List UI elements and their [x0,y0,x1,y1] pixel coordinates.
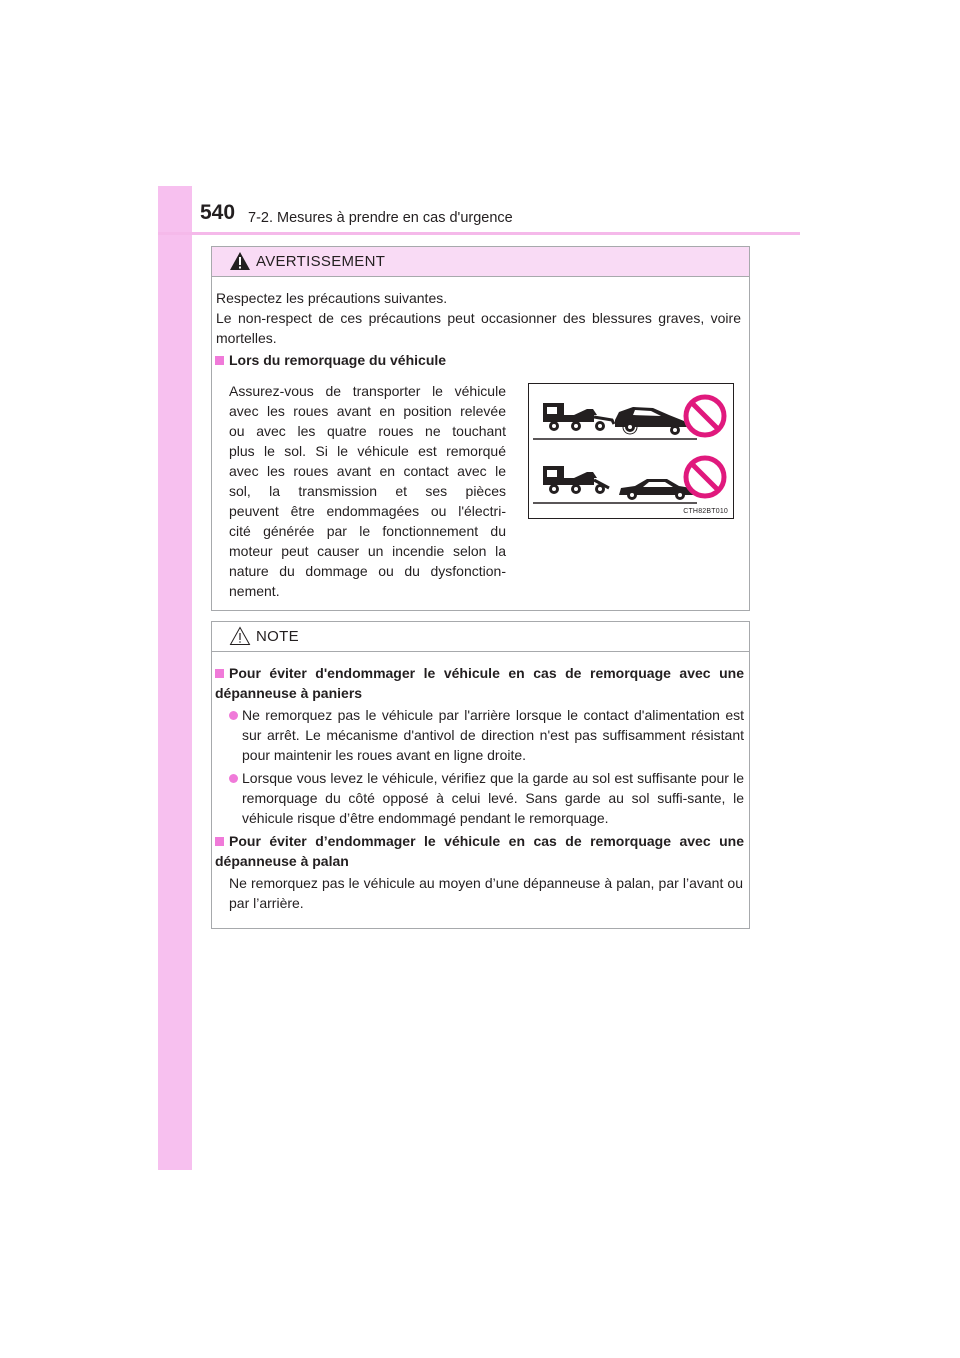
prohibited-icon [686,458,724,496]
note-bullet2: Lorsque vous levez le véhicule, vérifiez que la garde au sol est suffisante pour le remorquage du côté opposé à celui levé. Sans garde au sol suffi-sante, le véhicule risque d’être endommagé pendant le remorquage. [242,770,744,826]
car-icon [615,407,687,435]
header-rule [158,232,800,235]
towing-illustration [528,383,734,519]
caution-triangle-icon [229,626,251,646]
prohibited-icon [686,397,724,435]
warning-subheading-text: Lors du remorquage du véhicule [229,352,447,368]
body-line: moteur peut causer un incendie selon la [229,543,506,559]
warning-intro-line2: Le non-respect de ces précautions peut occasionner des blessures graves, voire mortelles. [216,310,741,346]
body-line: peuvent être endommagées ou l'électri- [229,503,506,519]
warning-subheading [215,350,446,370]
body-line: plus le sol. Si le véhicule est remorqué [229,443,506,459]
body-line: nature du dommage ou du dysfonction- [229,563,506,579]
tow-truck-icon [543,466,609,494]
note-header [212,622,749,652]
car-icon [619,479,693,500]
round-bullet-icon [229,774,238,783]
tow-truck-icon [543,403,614,431]
warning-intro-line1: Respectez les précautions suivantes. [216,290,448,306]
square-bullet-icon [215,669,224,678]
square-bullet-icon [215,837,224,846]
body-line: ou avec les quatre roues ne touchant [229,423,506,439]
note-bullet1: Ne remorquez pas le véhicule par l'arrière lorsque le contact d'alimentation est sur arrêt. Le mécanisme d'antivol de direction n'est pas suffisamment résistant pour maintenir les roues avant en ligne droite. [242,707,744,763]
section-title: 7-2. Mesures à prendre en cas d'urgence [248,210,513,226]
towing-scenes [529,384,733,518]
body-line: nement. [229,583,280,599]
figure-code: CTH82BT010 [683,508,728,515]
body-line: Assurez-vous de transporter le véhicule [229,383,506,399]
warning-header [212,247,749,277]
note-section2-body: Ne remorquez pas le véhicule au moyen d’une dépanneuse à palan, par l’avant ou par l’arrière. [229,875,743,911]
body-line: sol, la transmission et ses pièces [229,483,506,499]
body-line: avec les roues avant en position relevée [229,403,506,419]
note-section1-heading [215,663,744,703]
side-tab-bar [158,186,192,1170]
page-number: 540 [200,201,236,224]
note-section1-heading-text: Pour éviter d'endommager le véhicule en cas de remorquage avec une dépanneuse à paniers [215,665,744,701]
body-line: avec les roues avant en contact avec le [229,463,506,479]
warning-triangle-icon [229,251,251,271]
round-bullet-icon [229,711,238,720]
square-bullet-icon [215,356,224,365]
note-section2-heading [215,831,744,871]
warning-body [229,381,506,601]
body-line: cité générée par le fonctionnement du [229,523,506,539]
warning-title: AVERTISSEMENT [256,253,386,270]
note-title: NOTE [256,628,299,645]
note-section2-heading-text: Pour éviter d’endommager le véhicule en cas de remorquage avec une dépanneuse à palan [215,833,744,869]
